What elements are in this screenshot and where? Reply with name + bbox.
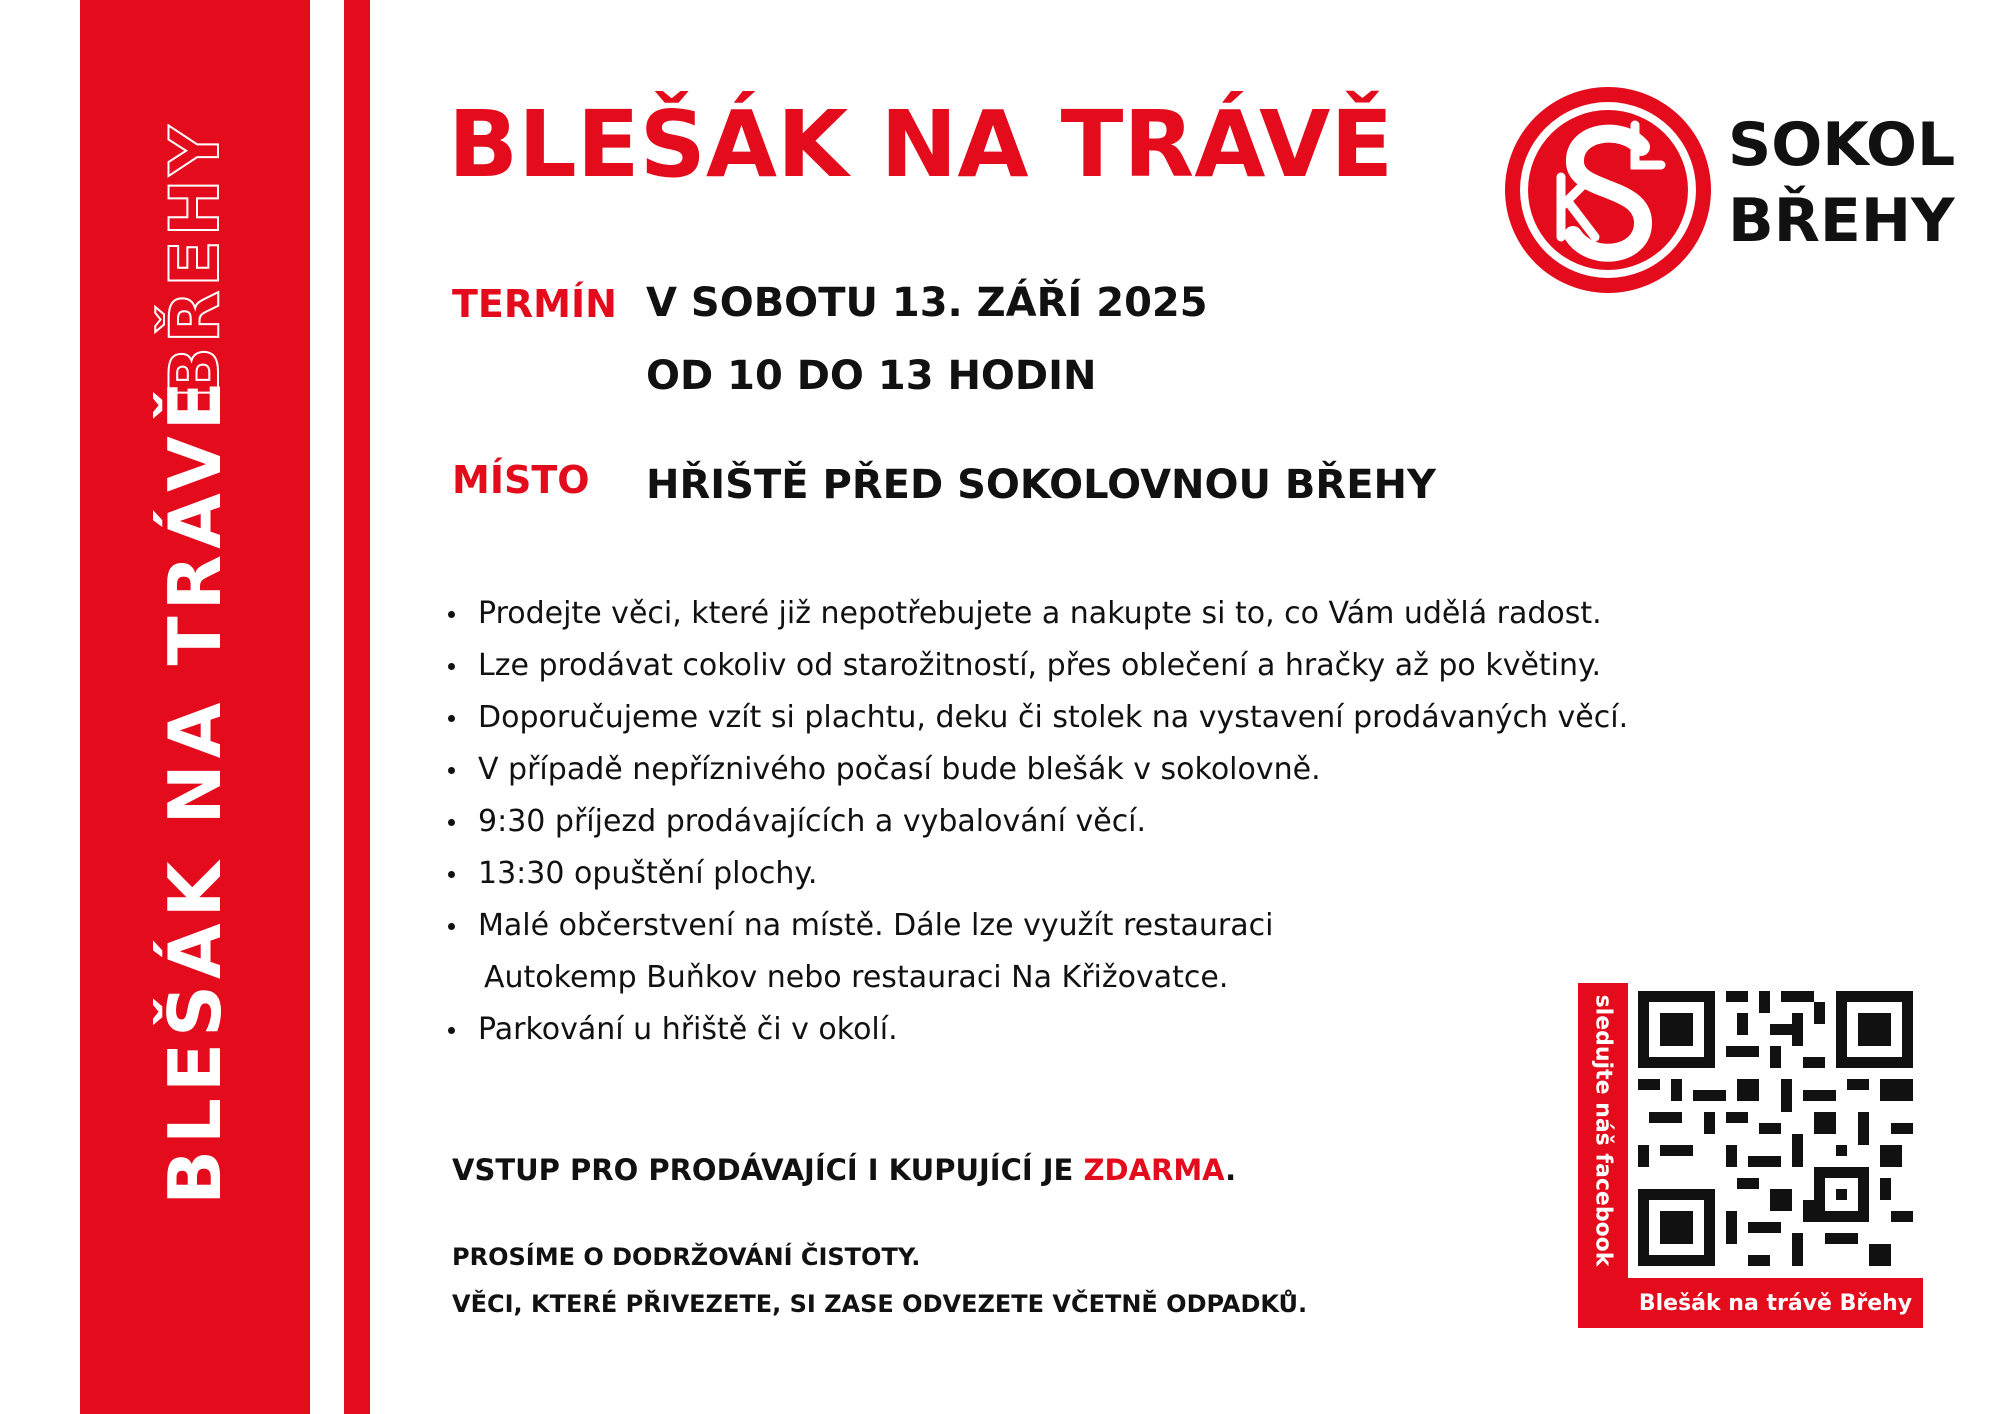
left-thin-stripe <box>344 0 370 1414</box>
qr-code-icon <box>1638 991 1913 1266</box>
term-date: V SOBOTU 13. ZÁŘÍ 2025 <box>646 280 1208 326</box>
page-title: BLEŠÁK NA TRÁVĚ <box>448 91 1394 198</box>
list-item-continuation: Autokemp Buňkov nebo restauraci Na Křižovatce. <box>484 960 1229 995</box>
place-label: MÍSTO <box>452 458 590 502</box>
sokol-logo <box>1503 85 1956 295</box>
free-highlight: ZDARMA <box>1083 1153 1226 1187</box>
sokol-emblem-icon <box>1503 85 1713 295</box>
qr-caption: Blešák na trávě Břehy <box>1638 1290 1913 1316</box>
cleanliness-note-1: PROSÍME O DODRŽOVÁNÍ ČISTOTY. <box>452 1243 921 1271</box>
list-item: 13:30 opuštění plochy. <box>444 848 1974 900</box>
free-entry-notice: VSTUP PRO PRODÁVAJÍCÍ I KUPUJÍCÍ JE ZDARMA. <box>452 1153 1237 1187</box>
vertical-brehy-logo: BŘEHY <box>155 121 235 399</box>
list-item: Lze prodávat cokoliv od starožitností, přes oblečení a hračky až po květiny. <box>444 640 1974 692</box>
term-label: TERMÍN <box>452 282 617 326</box>
place-value: HŘIŠTĚ PŘED SOKOLOVNOU BŘEHY <box>646 462 1436 508</box>
list-item: V případě nepříznivého počasí bude blešák v sokolovně. <box>444 744 1974 796</box>
vertical-title: BLEŠÁK NA TRÁVĚ <box>153 375 238 1205</box>
list-item: Parkování u hřiště či v okolí. <box>444 1004 1974 1056</box>
qr-side-label: sledujte náš facebook <box>1590 994 1616 1267</box>
logo-line-brehy: BŘEHY <box>1728 186 1955 256</box>
qr-code[interactable] <box>1628 983 1923 1278</box>
logo-line-sokol: SOKOL <box>1728 110 1956 180</box>
list-item: 9:30 příjezd prodávajících a vybalování věcí. <box>444 796 1974 848</box>
list-item: Malé občerstvení na místě. Dále lze využít restauraci Autokemp Buňkov nebo restauraci Na Křižovatce. <box>444 900 1974 1004</box>
logo-text <box>1728 107 1955 259</box>
cleanliness-note-2: VĚCI, KTERÉ PŘIVEZETE, SI ZASE ODVEZETE VČETNĚ ODPADKŮ. <box>452 1290 1308 1318</box>
list-item: Doporučujeme vzít si plachtu, deku či stolek na vystavení prodávaných věcí. <box>444 692 1974 744</box>
list-item: Prodejte věci, které již nepotřebujete a nakupte si to, co Vám udělá radost. <box>444 588 1974 640</box>
facebook-qr-panel[interactable] <box>1578 983 1923 1328</box>
term-time: OD 10 DO 13 HODIN <box>646 353 1097 399</box>
